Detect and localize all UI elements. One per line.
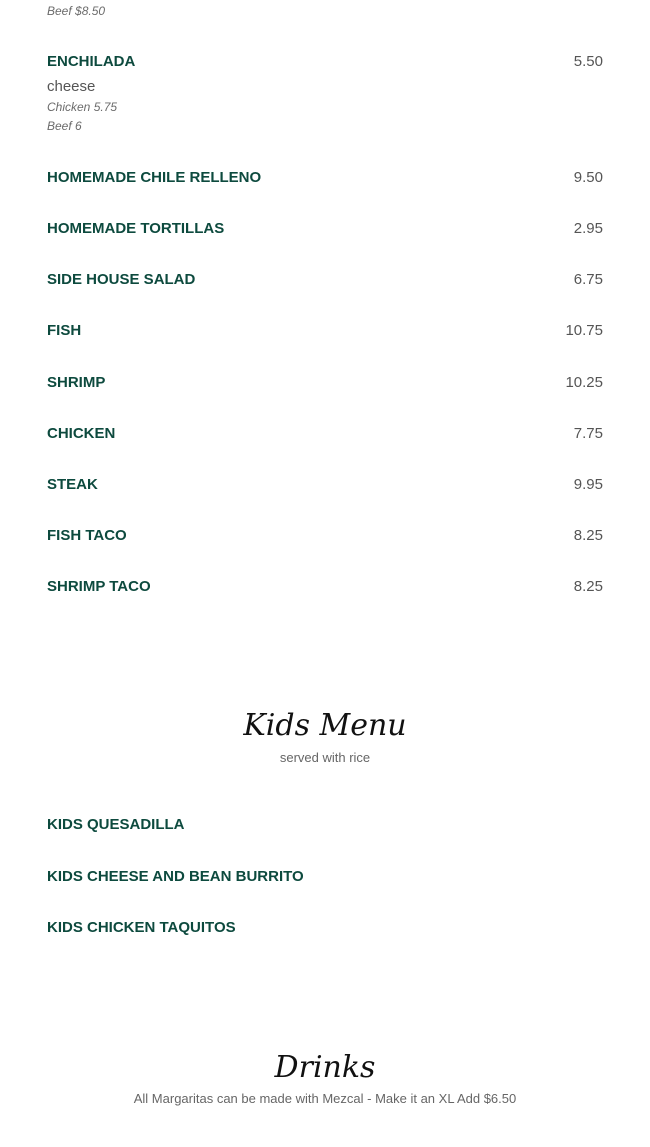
item-price: 6.75 (573, 271, 603, 288)
item-option: Beef 6 (47, 119, 82, 133)
section-subtitle-kids: served with rice (279, 750, 371, 765)
item-option: Chicken 5.75 (47, 100, 118, 114)
menu-item[interactable] (47, 919, 603, 936)
item-name: KIDS CHEESE AND BEAN BURRITO (47, 868, 304, 885)
item-price: 10.75 (565, 322, 603, 339)
menu-item[interactable] (47, 527, 603, 544)
item-price: 2.95 (573, 220, 603, 237)
item-name: SIDE HOUSE SALAD (47, 271, 196, 288)
menu-item[interactable] (47, 425, 603, 442)
menu-item[interactable] (47, 220, 603, 237)
item-price: 8.25 (573, 527, 603, 544)
item-name: ENCHILADA (47, 53, 136, 70)
item-price: 9.50 (573, 169, 603, 186)
section-title-drinks: Drinks (274, 1050, 376, 1085)
item-option: Beef $8.50 (47, 4, 106, 18)
menu-item[interactable] (47, 816, 603, 833)
menu-item[interactable] (47, 578, 603, 595)
item-name: FISH (47, 322, 82, 339)
item-name: KIDS CHICKEN TAQUITOS (47, 919, 236, 936)
item-name: SHRIMP TACO (47, 578, 151, 595)
menu-item-enchilada[interactable] (47, 53, 603, 133)
item-name: SHRIMP (47, 374, 106, 391)
item-price: 5.50 (573, 53, 603, 70)
item-name: HOMEMADE TORTILLAS (47, 220, 225, 237)
item-name: STEAK (47, 476, 98, 493)
section-subtitle-drinks: All Margaritas can be made with Mezcal - Make it an XL Add $6.50 (133, 1091, 517, 1106)
item-name: HOMEMADE CHILE RELLENO (47, 169, 262, 186)
menu-item[interactable] (47, 476, 603, 493)
item-price: 7.75 (573, 425, 603, 442)
menu-item[interactable] (47, 169, 603, 186)
item-name: CHICKEN (47, 425, 116, 442)
item-description: cheese (47, 78, 96, 95)
item-price: 8.25 (573, 578, 603, 595)
item-name: FISH TACO (47, 527, 127, 544)
item-name: KIDS QUESADILLA (47, 816, 185, 833)
menu-item[interactable] (47, 322, 603, 339)
menu-item[interactable] (47, 868, 603, 885)
menu-item[interactable] (47, 271, 603, 288)
menu-item[interactable] (47, 374, 603, 391)
item-price: 10.25 (565, 374, 603, 391)
item-price: 9.95 (573, 476, 603, 493)
section-title-kids: Kids Menu (243, 708, 407, 743)
